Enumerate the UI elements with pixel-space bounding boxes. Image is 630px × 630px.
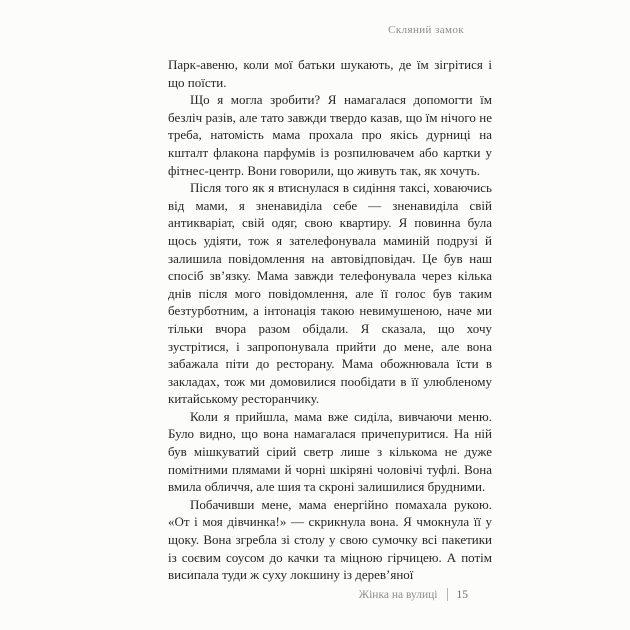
footer-divider (447, 588, 448, 601)
page-number: 15 (456, 588, 468, 601)
book-title: Скляний замок (388, 24, 464, 36)
running-header (168, 24, 464, 36)
page-footer (168, 588, 468, 601)
body-text (168, 56, 492, 584)
chapter-title: Жінка на вулиці (358, 588, 438, 601)
paragraph: Коли я прийшла, мама вже сиділа, вивчаючи меню. Було видно, що вона намагалася причепуритися. На ній був мішкуватий сірий светр лише з кількома не дуже помітними плямами й чорні шкіряні чоловічі туфлі. Вона вмила обличчя, але шия та скроні залишилися брудними. (168, 408, 492, 495)
paragraph: Що я могла зробити? Я намагалася допомогти їм безліч разів, але тато завжди твердо казав, що їм нічого не треба, натомість мама прохала про якісь дурниці на кшталт флакона парфумів із розпилювачем або картки у фітнес-центр. Вони говорили, що живуть так, як хочуть. (168, 92, 492, 178)
paragraph: Парк-авеню, коли мої батьки шукають, де їм зігрітися і що поїсти. (168, 57, 492, 90)
paragraph: Після того як я втиснулася в сидіння таксі, ховаючись від мами, я зненавиділа себе — зненавиділа свій антикваріат, свій одяг, свою квартиру. Я повинна була щось удіяти, тож я зателефонувала маминій подрузі й залишила повідомлення на автовідповідач. Це був наш спосіб зв’язку. Мама завжди телефонувала через кілька днів після мого повідомлення, але її голос був таким безтурботним, а інтонація такою невимушеною, наче ми тільки вчора разом обідали. Я сказала, що хочу зустрітися, і запропонувала прийти до мене, але вона забажала піти до ресторану. Мама обожнювала їсти в закладах, тож ми домовилися пообідати в її улюбленому китайському ресторанчику. (168, 180, 492, 407)
paragraph: Побачивши мене, мама енергійно помахала рукою. «От і моя дівчинка!» — скрикнула вона. Я чмокнула її у щоку. Вона згребла зі столу у свою сумочку всі пакетики із соєвим соусом до качки та міцною гірчицею. А потім висипала туди ж суху локшину із дерев’яної (168, 496, 492, 583)
